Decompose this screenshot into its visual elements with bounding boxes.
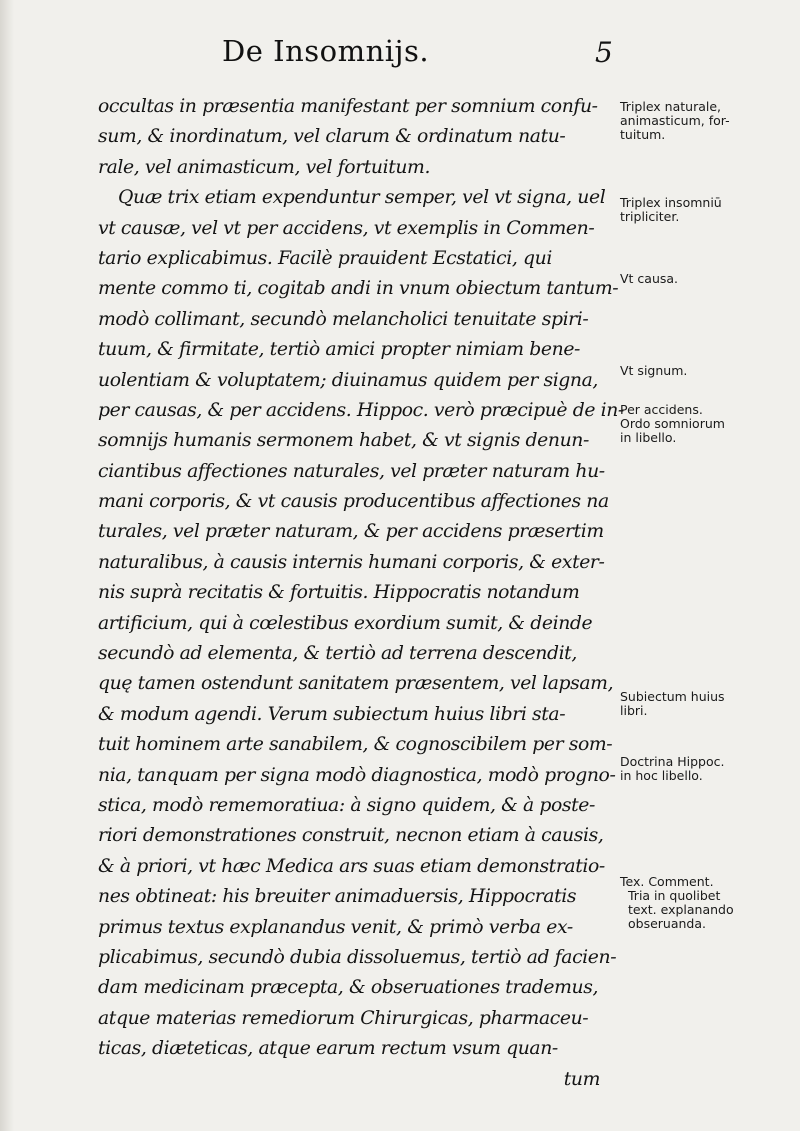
body-text xyxy=(98,92,624,1095)
text-line: mani corporis, & vt causis producentibus affectiones na xyxy=(98,491,609,513)
margin-note-line: Triplex naturale, xyxy=(620,99,722,114)
margin-note xyxy=(620,272,790,286)
text-line: stica, modò rememoratiua: à signo quidem, & à poste- xyxy=(98,794,595,816)
margin-note xyxy=(620,875,790,931)
text-line: tario explicabimus. Facilè prauident Ecstatici, qui xyxy=(98,247,552,269)
margin-note-line: text. explanando xyxy=(628,902,734,917)
text-line: tuum, & firmitate, tertiò amici propter nimiam bene- xyxy=(98,339,580,361)
text-line: uolentiam & voluptatem; diuinamus quidem per signa, xyxy=(98,369,598,391)
text-line: primus textus explanandus venit, & primò verba ex- xyxy=(98,916,573,938)
text-line: dam medicinam præcepta, & obseruationes trademus, xyxy=(98,977,599,999)
margin-note-line: tuitum. xyxy=(620,127,666,142)
margin-note-line: tripliciter. xyxy=(620,209,680,224)
margin-note xyxy=(620,403,790,445)
margin-note xyxy=(620,364,790,378)
margin-note-line: Triplex insomniū xyxy=(620,195,722,210)
margin-note xyxy=(620,690,790,718)
text-line: quę tamen ostendunt sanitatem præsentem, vel lapsam, xyxy=(98,673,614,695)
text-line: occultas in præsentia manifestant per somnium confu- xyxy=(98,96,598,117)
margin-note xyxy=(620,755,790,783)
text-line: artificium, qui à cœlestibus exordium sumit, & deinde xyxy=(98,612,593,634)
margin-note-line: Vt causa. xyxy=(620,271,679,286)
text-line: naturalibus, à causis internis humani corporis, & exter- xyxy=(98,551,605,573)
catchword: tum xyxy=(563,1068,600,1090)
page-title: De Insomnijs. xyxy=(222,34,430,68)
text-line: ticas, diæteticas, atque earum rectum vsum quan- xyxy=(98,1038,558,1060)
margin-note-line: obseruanda. xyxy=(628,916,706,931)
text-line: somnijs humanis sermonem habet, & vt signis denun- xyxy=(98,430,589,452)
text-line: riori demonstrationes construit, necnon etiam à causis, xyxy=(98,825,604,847)
margin-note xyxy=(620,100,790,142)
text-line: modò collimant, secundò melancholici tenuitate spiri- xyxy=(98,308,589,330)
text-line: tuit hominem arte sanabilem, & cognoscibilem per som- xyxy=(98,734,613,756)
text-line: atque materias remediorum Chirurgicas, pharmaceu- xyxy=(98,1007,589,1029)
text-line: mente commo ti, cogitab andi in vnum obiectum tantum- xyxy=(98,278,619,300)
margin-note-line: Tria in quolibet xyxy=(628,888,721,903)
text-line: nia, tanquam per signa modò diagnostica, modò progno- xyxy=(98,764,616,786)
margin-note-line: in libello. xyxy=(620,430,677,445)
margin-note-line: Doctrina Hippoc. xyxy=(620,754,725,769)
text-line: & à priori, vt hæc Medica ars suas etiam demonstratio- xyxy=(98,855,605,877)
margin-note-line: Vt signum. xyxy=(620,363,688,378)
margin-note-line: Per accidens. xyxy=(620,402,703,417)
margin-note-line: Ordo somniorum xyxy=(620,416,725,431)
margin-note-line: Subiectum huius xyxy=(620,689,725,704)
text-line: plicabimus, secundò dubia dissoluemus, tertiò ad facien- xyxy=(98,946,617,968)
margin-note xyxy=(620,196,790,224)
text-line: per causas, & per accidens. Hippoc. verò præcipuè de in- xyxy=(98,399,624,421)
text-line: vt causæ, vel vt per accidens, vt exemplis in Commen- xyxy=(98,217,595,239)
text-line: turales, vel præter naturam, & per accidens præsertim xyxy=(98,521,604,543)
text-line: rale, vel animasticum, vel fortuitum. xyxy=(98,156,431,178)
margin-note-line: Tex. Comment. xyxy=(620,874,714,889)
text-line: secundò ad elementa, & tertiò ad terrena descendit, xyxy=(98,643,577,665)
text-line: & modum agendi. Verum subiectum huius libri sta- xyxy=(98,703,566,725)
text-line: nis suprà recitatis & fortuitis. Hippocratis notandum xyxy=(98,582,580,604)
page-edge-shadow xyxy=(0,0,14,1131)
text-line: sum, & inordinatum, vel clarum & ordinatum natu- xyxy=(98,126,566,148)
text-line: ciantibus affectiones naturales, vel præter naturam hu- xyxy=(98,460,605,482)
margin-note-line: libri. xyxy=(620,703,648,718)
running-head xyxy=(200,30,620,74)
page-number: 5 xyxy=(595,36,613,69)
margin-note-line: animasticum, for- xyxy=(620,113,730,128)
text-line: nes obtineat: his breuiter animaduersis, Hippocratis xyxy=(98,886,577,908)
margin-note-line: in hoc libello. xyxy=(620,768,703,783)
text-line: Quæ trix etiam expenduntur semper, vel vt signa, uel xyxy=(118,187,606,209)
